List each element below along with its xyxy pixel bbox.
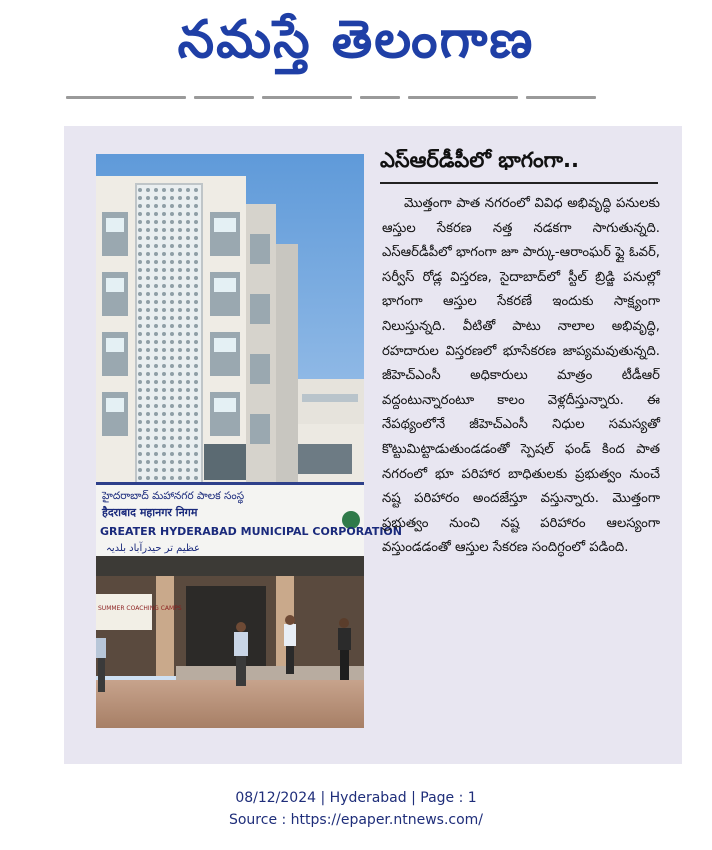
edition-info: 08/12/2024 | Hyderabad | Page : 1 <box>235 790 477 806</box>
banner-text: SUMMER COACHING CAMPS <box>98 605 182 612</box>
article-headline: ఎస్‌ఆర్‌డీపీలో భాగంగా.. <box>380 148 579 172</box>
signboard-urdu: عظیم تر حیدرآباد بلدیہ <box>106 543 201 554</box>
article-clipping <box>64 126 682 764</box>
newspaper-masthead: నమస్తే తెలంగాణ <box>177 10 535 70</box>
article-body: మొత్తంగా పాత నగరంలో వివిధ అభివృద్ధి పనులకు ఆస్తుల సేకరణ నత్త నడకగా సాగుతున్నది. ఎస్‌ఆర్‌డీపీలో భాగంగా జూ పార్కు-ఆరాంఘర్ ఫ్లై ఓవర్, సర్వీస్ రోడ్ల విస్తరణ, సైదాబాద్‌లో స్టీల్ బ్రిడ్జి పనుల్లో భాగంగా ఆస్తుల సేకరణే ఇందుకు సాక్ష్యంగా నిలుస్తున్నది. వీటితో పాటు నాలాల అభివృద్ధి, రహదారుల విస్తరణలో భూసేకరణ జాప్యమవుతున్నది. జీహెచ్‌ఎంసీ అధికారులు మాత్రం టీడీఆర్ వద్దంటున్నారంటూ కాలం వెళ్లదీస్తున్నారు. ఈ నేపథ్యంలోనే జీహెచ్‌ఎంసీ నిధుల సమస్యతో కొట్టుమిట్టాడుతుండడంతో స్పెషల్ ఫండ్ కింద పాత నగరంలో భూ పరిహార బాధితులకు ప్రభుత్వం నుంచే నష్ట పరిహారం అందజేస్తూ వస్తున్నారు. మొత్తంగా ప్రభుత్వం నుంచి నష్ట పరిహారం ఆలస్యంగా వస్తుండడంతో ఆస్తుల సేకరణ సందిగ్ధంలో పడింది. <box>382 196 660 556</box>
signboard-english: GREATER HYDERABAD MUNICIPAL CORPORATION <box>100 525 402 538</box>
source-link[interactable]: Source : https://epaper.ntnews.com/ <box>228 812 484 828</box>
article-photo <box>96 154 402 728</box>
building-photo-illustration <box>96 154 402 728</box>
signboard-hindi: हैदराबाद महानगर निगम <box>102 506 198 519</box>
signboard-telugu: హైదరాబాద్ మహానగర పాలక సంస్థ <box>102 490 245 502</box>
dateline-strip <box>66 92 596 102</box>
headline-underline <box>380 182 658 184</box>
